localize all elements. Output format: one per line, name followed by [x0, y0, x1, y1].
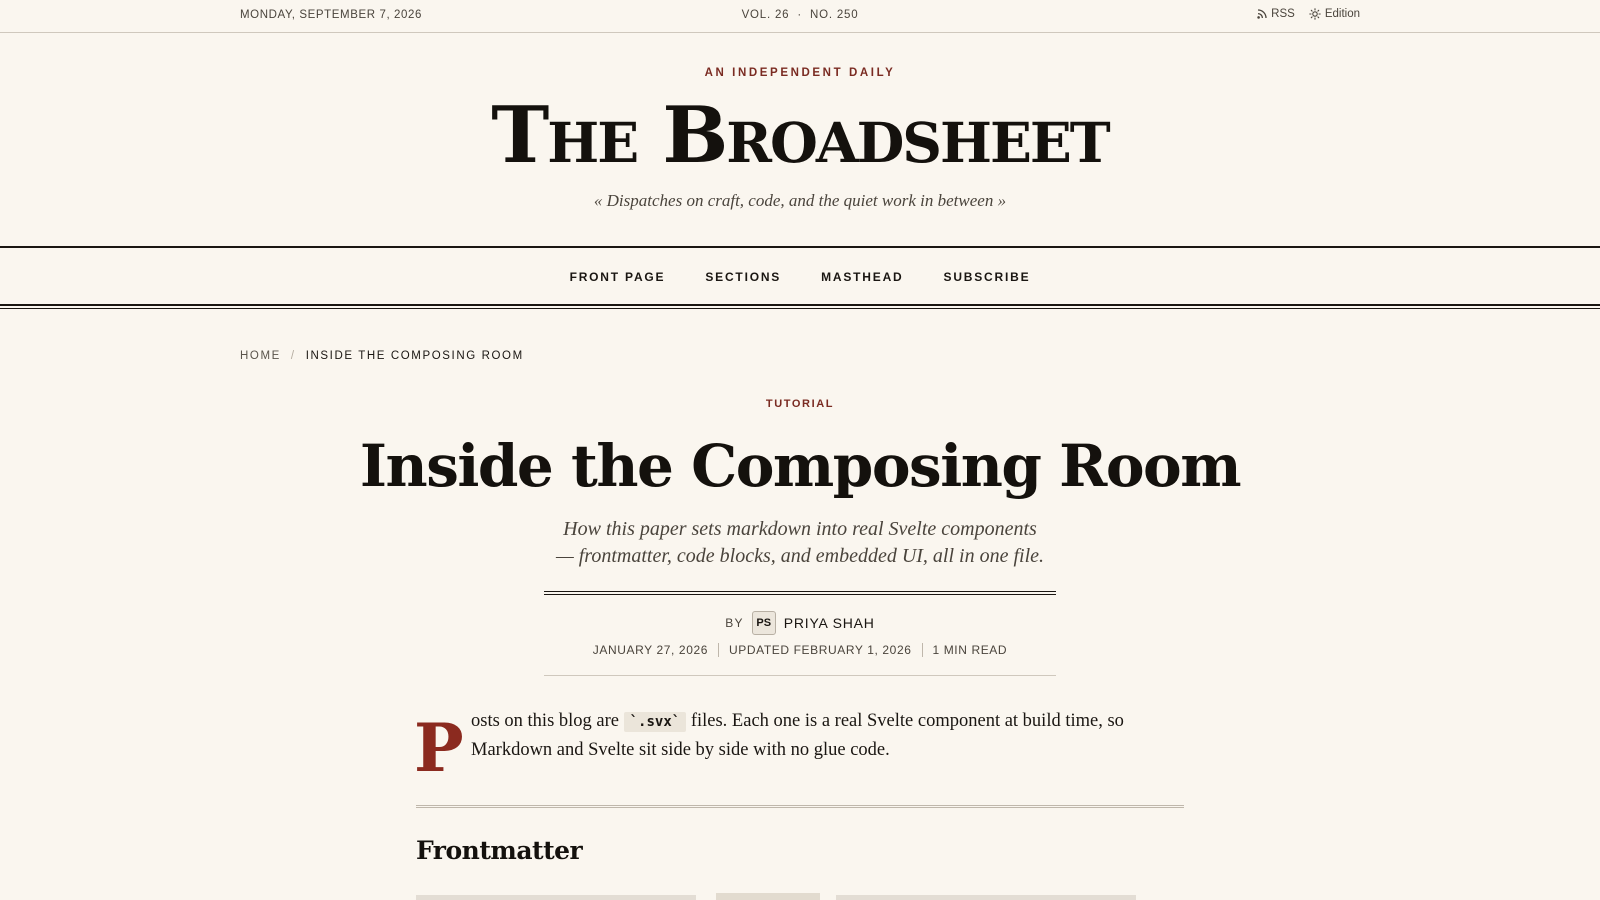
cut-off-inline-code [716, 893, 820, 900]
breadcrumb-home[interactable]: HOME [240, 350, 281, 362]
breadcrumb [240, 350, 524, 362]
author-name[interactable]: PRIYA SHAH [783, 615, 875, 631]
meta-divider [718, 643, 719, 657]
section-heading: Frontmatter [416, 836, 583, 865]
cut-off-text [416, 895, 696, 900]
article-meta [0, 643, 1600, 657]
masthead-kicker: AN INDEPENDENT DAILY [704, 67, 896, 79]
sun-icon [1309, 8, 1321, 20]
article-dek [0, 516, 1600, 570]
issue-number: NO. 250 [810, 9, 859, 21]
breadcrumb-separator: / [290, 350, 296, 362]
site-title[interactable]: The Broadsheet [491, 90, 1109, 181]
lead-text-start: osts on this blog are [471, 711, 624, 731]
published-date: JANUARY 27, 2026 [592, 643, 709, 657]
article-dek-line: How this paper sets markdown into real Svelte components [563, 518, 1037, 540]
top-strip [0, 0, 1600, 33]
byline [0, 611, 1600, 635]
edition-label: Edition [1324, 8, 1360, 20]
section-rule [416, 807, 1184, 808]
rss-icon [1257, 9, 1267, 19]
top-tools [1257, 8, 1360, 20]
nav-rule-thin [0, 308, 1600, 309]
meta-divider [922, 643, 923, 657]
nav-item-masthead[interactable]: MASTHEAD [821, 270, 904, 284]
main-nav [0, 246, 1600, 305]
article-title: Inside the Composing Room [359, 432, 1241, 500]
volume-issue [0, 9, 1600, 21]
byline-by-label: BY [725, 616, 744, 630]
edition-toggle[interactable] [1309, 8, 1360, 20]
section-rule [416, 805, 1184, 806]
lead-paragraph [471, 707, 1191, 764]
article-dek-line: — frontmatter, code blocks, and embedded UI, all in one file. [555, 545, 1045, 567]
meta-rule [544, 675, 1056, 676]
nav-rule-thick [0, 304, 1600, 306]
rss-label: RSS [1271, 8, 1295, 20]
cut-off-text [836, 895, 1136, 900]
byline-rule-double [544, 591, 1056, 595]
volume-separator: · [797, 9, 802, 21]
article-category[interactable]: TUTORIAL [765, 398, 835, 410]
read-time: 1 MIN READ [932, 643, 1008, 657]
rss-link[interactable] [1257, 8, 1295, 20]
drop-cap: P [414, 709, 464, 787]
updated-date: UPDATED FEBRUARY 1, 2026 [729, 643, 912, 657]
author-avatar: PS [752, 611, 776, 635]
site-tagline: « Dispatches on craft, code, and the quiet work in between » [593, 191, 1007, 210]
breadcrumb-current: INSIDE THE COMPOSING ROOM [305, 350, 524, 362]
edition-date: MONDAY, SEPTEMBER 7, 2026 [240, 9, 423, 21]
volume-number: VOL. 26 [741, 9, 790, 21]
nav-item-subscribe[interactable]: SUBSCRIBE [943, 270, 1031, 284]
nav-item-sections[interactable]: SECTIONS [705, 270, 782, 284]
lead-text-end: files. Each one is a real Svelte component at build time, so Markdown and Svelte sit side by side with no glue code. [471, 711, 1124, 760]
cut-off-paragraph [416, 893, 1184, 900]
inline-code: `.svx` [624, 712, 687, 732]
nav-item-front-page[interactable]: FRONT PAGE [569, 270, 666, 284]
